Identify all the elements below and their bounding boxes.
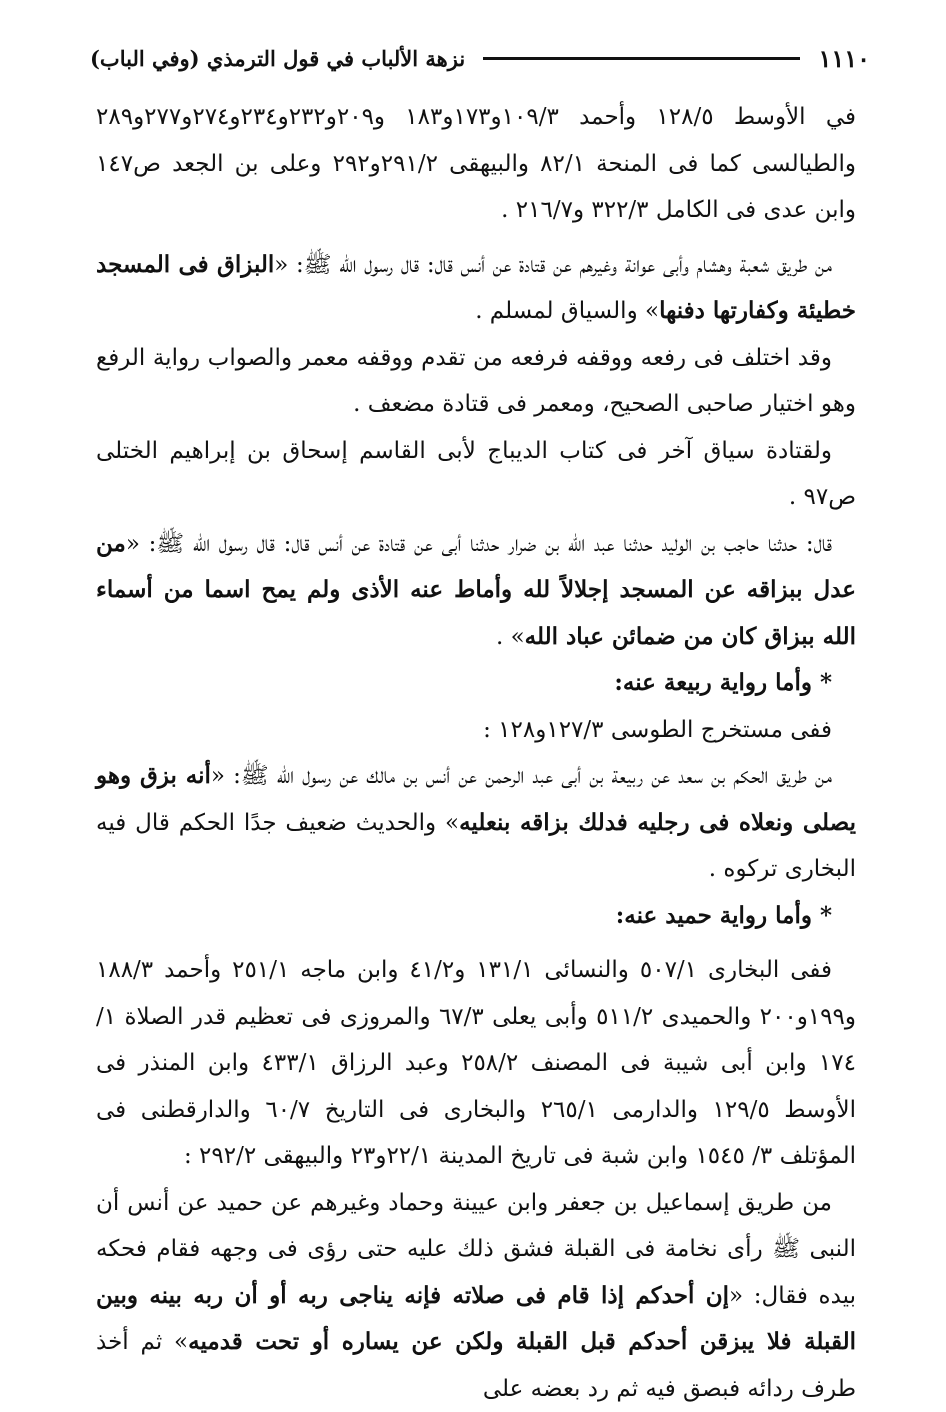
paragraph-text: » ثم أخذ طرف ردائه فبصق فيه ثم رد بعضه على bbox=[96, 1329, 856, 1402]
paragraph bbox=[96, 707, 856, 754]
paragraph-text: » والسياق لمسلم . bbox=[475, 298, 659, 324]
section-heading-text: * وأما رواية ربيعة عنه: bbox=[614, 669, 832, 696]
paragraph-text: ففى مستخرج الطوسى ١٢٧/٣و١٢٨ : bbox=[483, 717, 832, 743]
header-rule bbox=[483, 57, 800, 60]
paragraph-text: من طريق شعبة وهشام وأبى عوانة وغيرهم عن قتادة عن أنس قال: قال رسول الله ﷺ: « bbox=[274, 252, 832, 278]
paragraph-text: وقد اختلف فى رفعه ووقفه فرفعه من تقدم ووقفه معمر والصواب رواية الرفع وهو اختيار صاحبى الصحيح، ومعمر فى قتادة مضعف . bbox=[96, 345, 856, 418]
paragraph bbox=[96, 521, 856, 661]
body-text bbox=[96, 94, 856, 1412]
paragraph-text: من طريق الحكم بن سعد عن ربيعة بن أبى عبد الرحمن عن أنس بن مالك عن رسول الله ﷺ: « bbox=[211, 763, 832, 789]
section-heading bbox=[96, 893, 856, 940]
paragraph bbox=[96, 428, 856, 521]
paragraph bbox=[96, 94, 856, 234]
paragraph-text: ففى البخارى ٥٠٧/١ والنسائى ١٣١/١ و٤١/٢ وابن ماجه ٢٥١/١ وأحمد ١٨٨/٣ و١٩٩و٢٠٠ والحميدى ٥١١/٢ وأبى يعلى ٦٧/٣ والمروزى فى تعظيم قدر الصلاة ١/ ١٧٤ وابن أبى شيبة فى المصنف ٢٥٨/٢ وعبد الرزاق ٤٣٣/١ وابن المنذر فى الأوسط ١٢٩/٥ والدارمى ٢٦٥/١ والبخارى فى التاريخ ٦٠/٧ والدارقطنى فى المؤتلف ٣/ ١٥٤٥ وابن شبة فى تاريخ المدينة ٢٢/١و٢٣ والبيهقى ٢٩٢/٢ : bbox=[96, 957, 856, 1169]
page-header bbox=[90, 38, 870, 78]
paragraph bbox=[96, 1180, 856, 1412]
paragraph-text: » والحديث ضعيف جدًا الحكم قال فيه البخارى تركوه . bbox=[96, 810, 856, 883]
paragraph-text: » . bbox=[496, 624, 525, 650]
paragraph-text: في الأوسط ١٢٨/٥ وأحمد ١٠٩/٣و١٧٣و١٨٣ و٢٠٩و٢٣٢و٢٣٤و٢٧٤و٢٧٧و٢٨٩ والطيالسى كما فى المنحة ٨٢/١ والبيهقى ٢٩١/٢و٢٩٢ وعلى بن الجعد ص١٤٧ وابن عدى فى الكامل ٣٢٢/٣ و٢١٦/٧ . bbox=[96, 104, 856, 223]
paragraph-text: ولقتادة سياق آخر فى كتاب الديباج لأبى القاسم إسحاق بن إبراهيم الختلى ص٩٧ . bbox=[96, 438, 856, 511]
paragraph bbox=[96, 753, 856, 893]
paragraph bbox=[96, 335, 856, 428]
page-number: ١١١٠ bbox=[818, 44, 870, 73]
paragraph-text: قال: حدثنا حاجب بن الوليد حدثنا عبد الله بن ضرار حدثنا أبى عن قتادة عن أنس قال: قال رسول الله ﷺ: « bbox=[126, 531, 832, 557]
hadith-quote: من عدل ببزاقه عن المسجد إجلالاً لله وأماط عنه الأذى ولم يمح اسما من أسماء الله ببزاق كان من ضمائن عباد الله bbox=[96, 530, 856, 650]
hadith-quote: البزاق فى المسجد خطيئة وكفارتها دفنها bbox=[96, 251, 856, 325]
section-heading bbox=[96, 660, 856, 707]
running-title: نزهة الألباب في قول الترمذي (وفي الباب) bbox=[90, 46, 465, 71]
paragraph bbox=[96, 242, 856, 335]
hadith-quote: أنه بزق وهو يصلى ونعلاه فى رجليه فدلك بزاقه بنعليه bbox=[96, 762, 856, 836]
paragraph-text: من طريق إسماعيل بن جعفر وابن عيينة وحماد وغيرهم عن حميد عن أنس أن النبى ﷺ رأى نخامة فى القبلة فشق ذلك عليه حتى رؤى فى وجهه فقام فحكه بيده فقال: « bbox=[96, 1190, 856, 1309]
hadith-quote: إن أحدكم إذا قام فى صلاته فإنه يناجى ربه أو أن ربه بينه وبين القبلة فلا يبزقن أحدكم قبل القبلة ولكن عن يساره أو تحت قدميه bbox=[96, 1282, 856, 1356]
paragraph bbox=[96, 947, 856, 1180]
section-heading-text: * وأما رواية حميد عنه: bbox=[616, 902, 832, 929]
